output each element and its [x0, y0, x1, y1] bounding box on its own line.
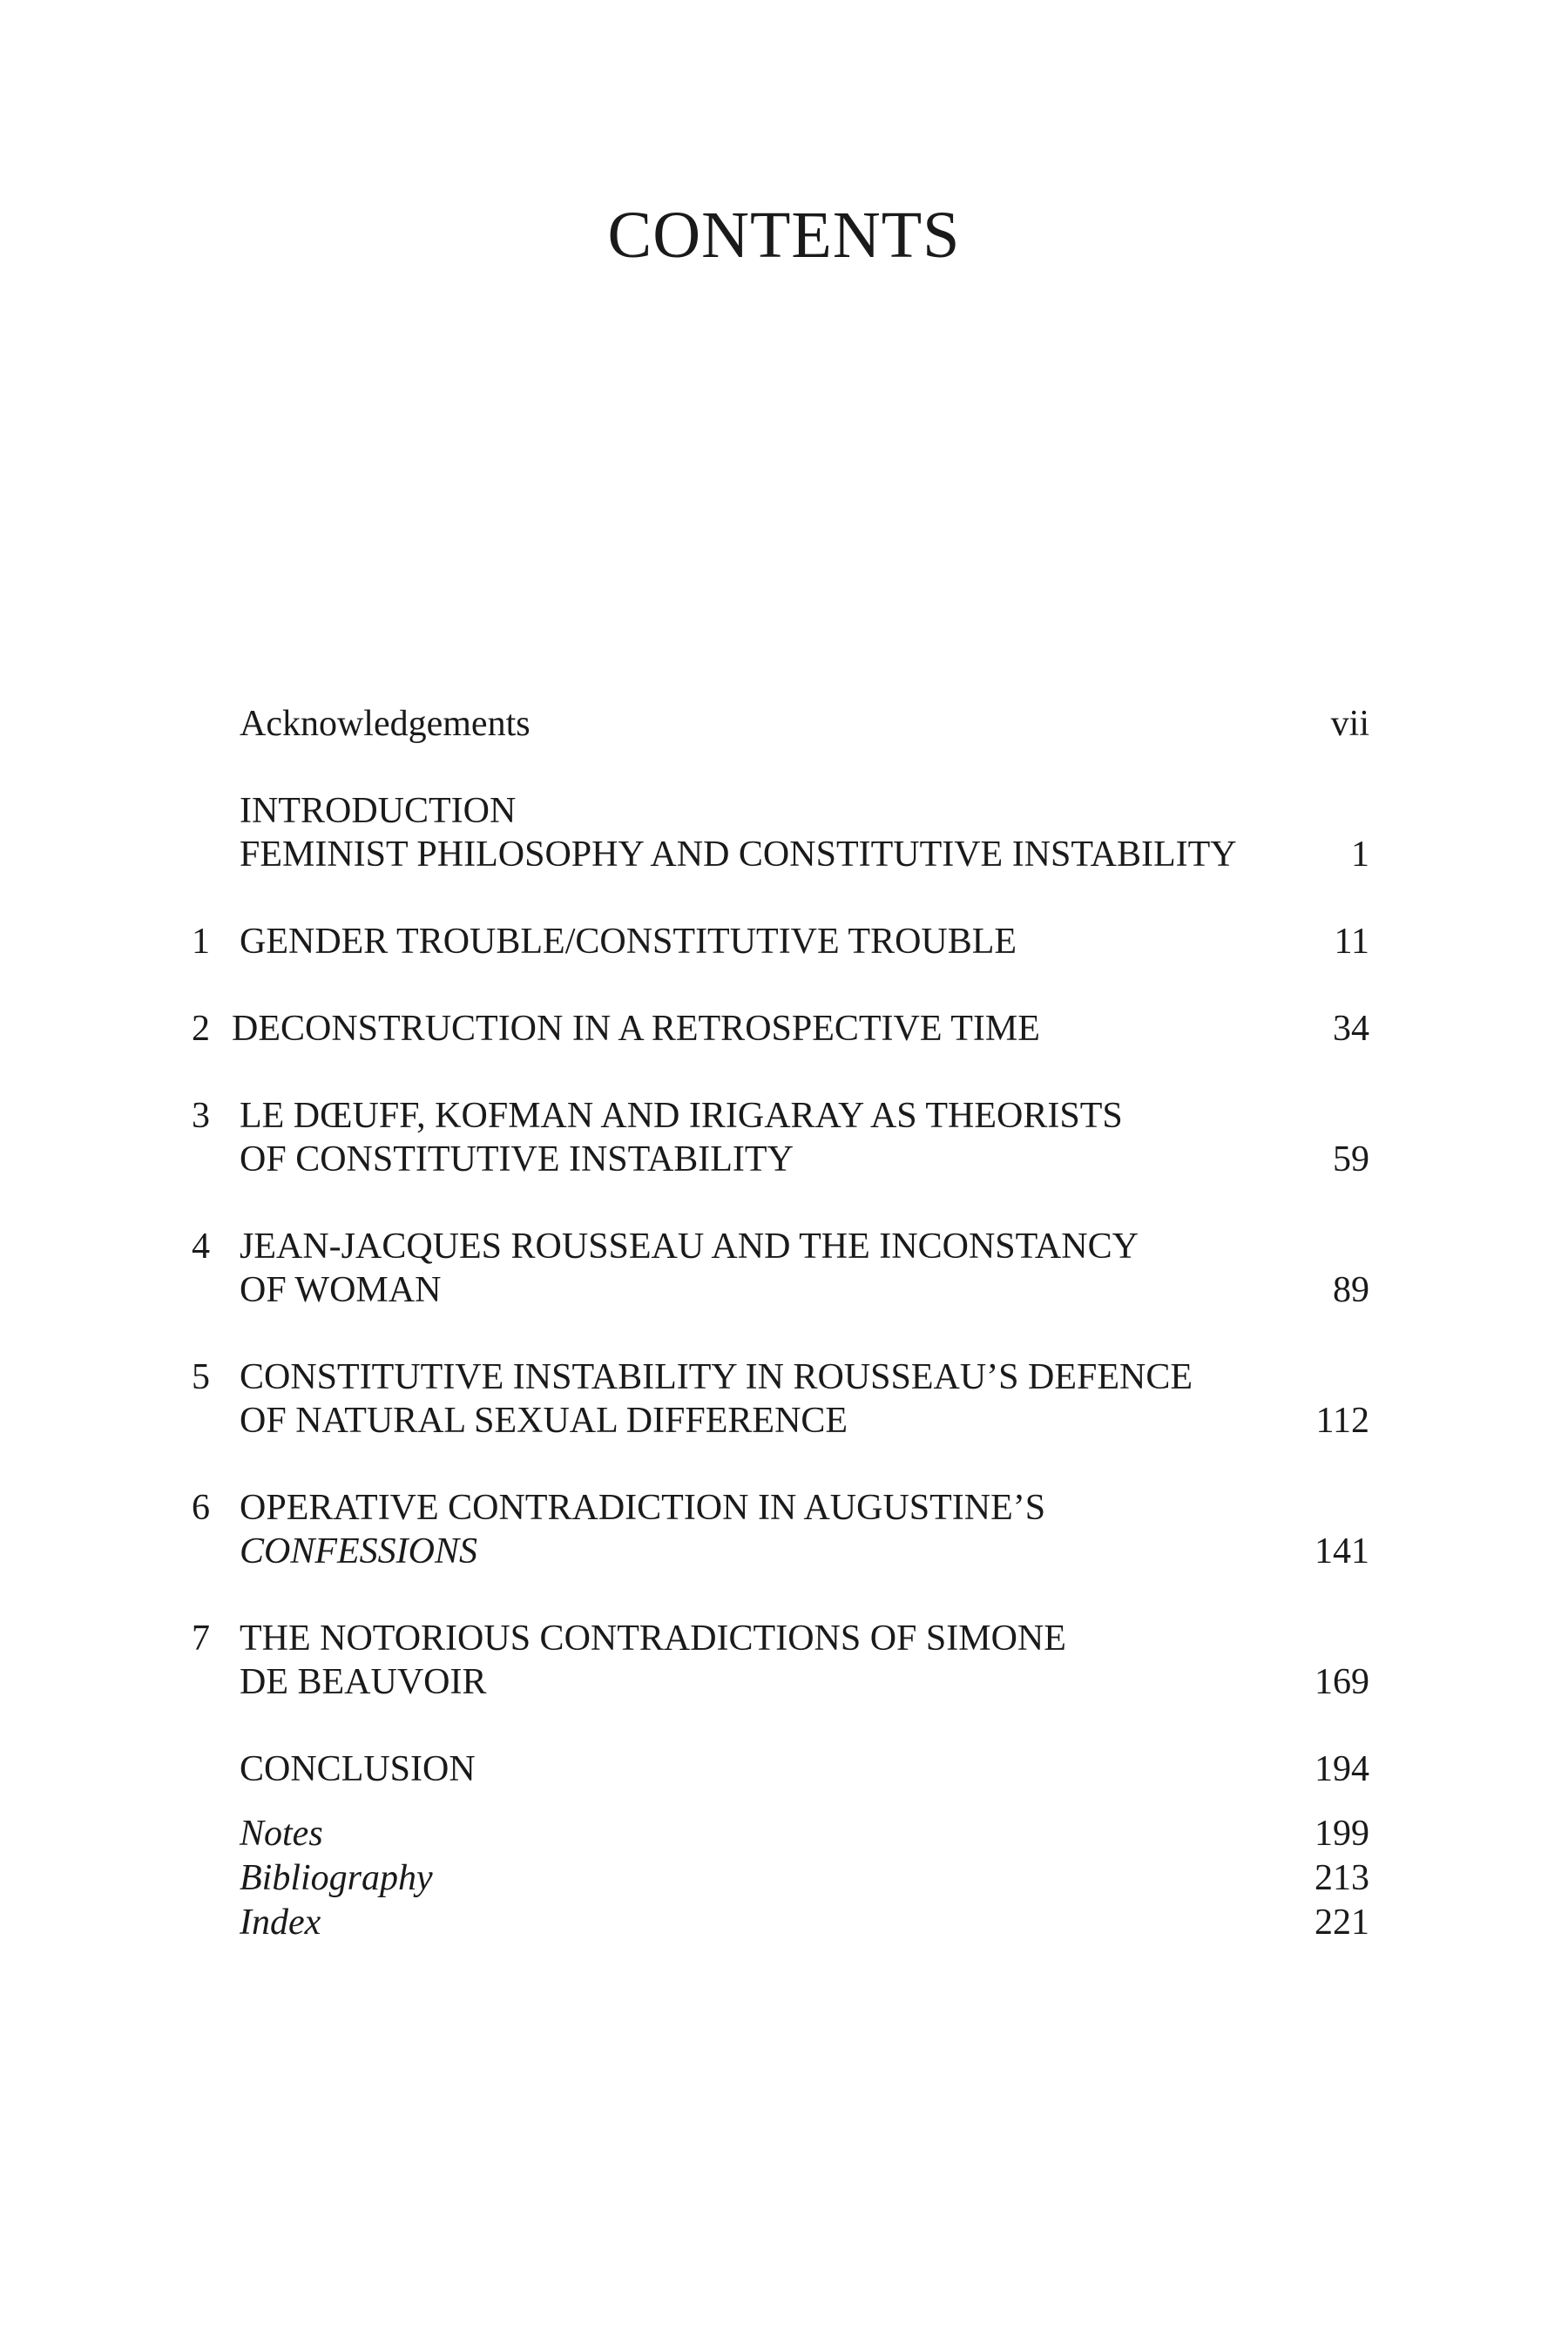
toc-page-number: 1	[1351, 835, 1369, 875]
toc-page-number: 11	[1334, 922, 1369, 962]
toc-page-number: 34	[1333, 1009, 1369, 1049]
toc-entry-title-line-1: CONSTITUTIVE INSTABILITY IN ROUSSEAU’S DEFENCE	[240, 1357, 1193, 1397]
toc-page-number: vii	[1330, 704, 1369, 744]
toc-chapter-number: 1	[192, 922, 210, 962]
toc-entry-title-line-1: THE NOTORIOUS CONTRADICTIONS OF SIMONE	[240, 1619, 1066, 1659]
toc-entry-title: CONCLUSION	[240, 1749, 476, 1789]
toc-page-number: 59	[1333, 1139, 1369, 1179]
toc-entry-title-line-1: INTRODUCTION	[240, 791, 517, 831]
toc-page-number: 213	[1315, 1858, 1369, 1898]
toc-chapter-number: 3	[192, 1096, 210, 1136]
toc-page-number: 89	[1333, 1270, 1369, 1310]
page-title: CONTENTS	[607, 199, 961, 272]
toc-entry-title: Notes	[240, 1814, 323, 1854]
toc-entry-title-line-2: CONFESSIONS	[240, 1531, 477, 1571]
toc-entry-title: Index	[240, 1903, 321, 1943]
toc-entry-title: DECONSTRUCTION IN A RETROSPECTIVE TIME	[232, 1009, 1040, 1049]
toc-page-number: 221	[1315, 1903, 1369, 1943]
toc-page-number: 169	[1315, 1662, 1369, 1702]
toc-chapter-number: 2	[192, 1009, 210, 1049]
toc-entry-title-line-2: OF NATURAL SEXUAL DIFFERENCE	[240, 1401, 848, 1441]
toc-page-number: 112	[1315, 1401, 1369, 1441]
toc-entry-title-line-2: OF WOMAN	[240, 1270, 442, 1310]
toc-page-number: 199	[1315, 1814, 1369, 1854]
toc-chapter-number: 7	[192, 1619, 210, 1659]
toc-entry-title: GENDER TROUBLE/CONSTITUTIVE TROUBLE	[240, 922, 1017, 962]
toc-page-number: 194	[1315, 1749, 1369, 1789]
toc-entry-title-line-1: LE DŒUFF, KOFMAN AND IRIGARAY AS THEORISTS	[240, 1096, 1123, 1136]
toc-entry-title: Acknowledgements	[240, 704, 531, 744]
toc-chapter-number: 4	[192, 1227, 210, 1267]
toc-entry-title-line-1: OPERATIVE CONTRADICTION IN AUGUSTINE’S	[240, 1488, 1046, 1528]
toc-chapter-number: 5	[192, 1357, 210, 1397]
toc-page-number: 141	[1315, 1531, 1369, 1571]
toc-chapter-number: 6	[192, 1488, 210, 1528]
toc-entry-title-line-2: OF CONSTITUTIVE INSTABILITY	[240, 1139, 794, 1179]
toc-entry-title-line-2: DE BEAUVOIR	[240, 1662, 487, 1702]
toc-entry-title-line-2: FEMINIST PHILOSOPHY AND CONSTITUTIVE INSTABILITY	[240, 835, 1237, 875]
toc-entry-title: Bibliography	[240, 1858, 433, 1898]
toc-entry-title-line-1: JEAN-JACQUES ROUSSEAU AND THE INCONSTANCY	[240, 1227, 1139, 1267]
